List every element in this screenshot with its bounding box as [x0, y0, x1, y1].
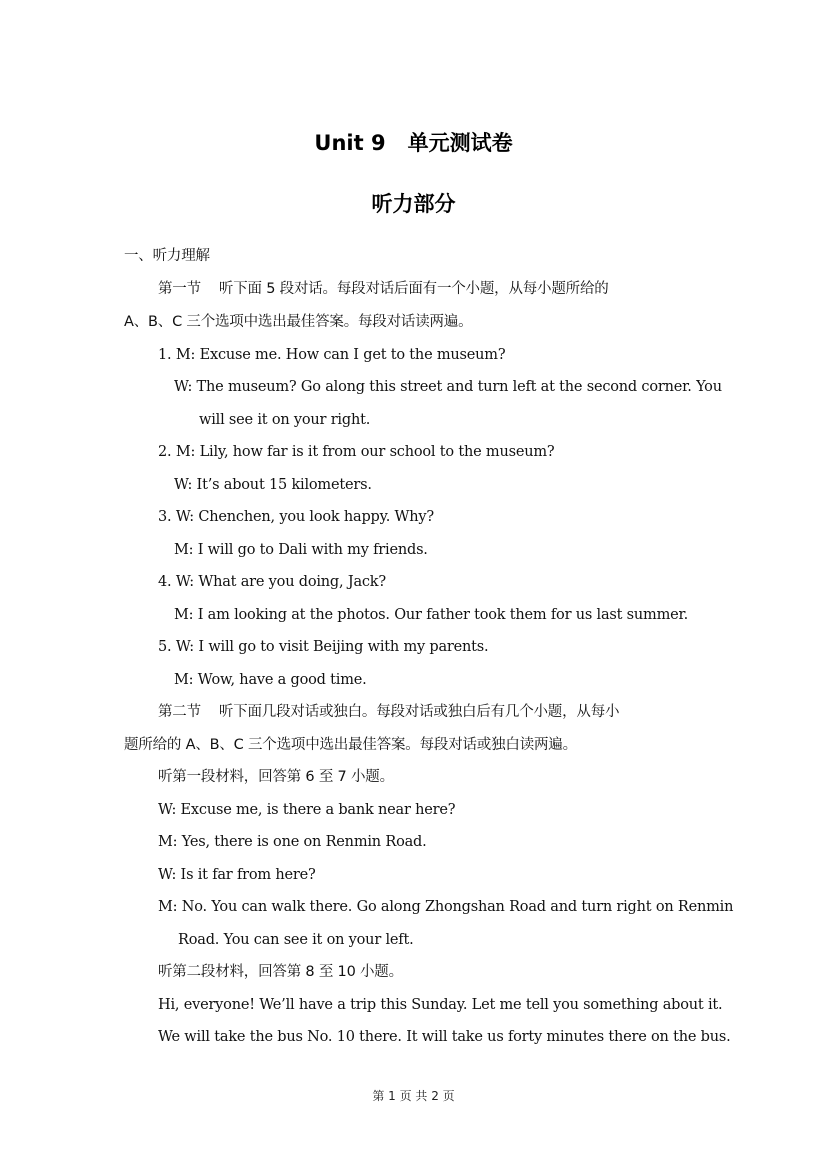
dialogue-line: M: I am looking at the photos. Our father took them for us last summer.: [174, 607, 689, 623]
page-footer: 第 1 页 共 2 页: [372, 1089, 455, 1103]
part1-label: 第一节: [158, 281, 201, 297]
dialogue-line: 1. M: Excuse me. How can I get to the museum?: [158, 347, 506, 363]
section-heading: 一、听力理解: [124, 248, 210, 264]
part2-instruction-line2: 题所给的 A、B、C 三个选项中选出最佳答案。每段对话或独白读两遍。: [124, 737, 577, 753]
material-line: We will take the bus No. 10 there. It will take us forty minutes there on the bus.: [158, 1029, 731, 1045]
material-line: W: Excuse me, is there a bank near here?: [158, 802, 456, 818]
part1-instruction: [158, 279, 609, 299]
material-line: Road. You can see it on your left.: [178, 932, 414, 948]
dialogue-line: M: I will go to Dali with my friends.: [174, 542, 428, 558]
dialogue-line: will see it on your right.: [199, 412, 371, 428]
part2-instruction-line1: 听下面几段对话或独白。每段对话或独白后有几个小题，从每小: [218, 704, 620, 720]
dialogue-line: 5. W: I will go to visit Beijing with my parents.: [158, 639, 489, 655]
part1-instruction-line2: A、B、C 三个选项中选出最佳答案。每段对话读两遍。: [124, 314, 473, 330]
dialogue-line: 2. M: Lily, how far is it from our school to the museum?: [158, 444, 555, 460]
page-title: [0, 127, 827, 157]
dialogue-line: M: Wow, have a good time.: [174, 672, 367, 688]
test-name: 单元测试卷: [407, 131, 513, 155]
material-line: M: No. You can walk there. Go along Zhongshan Road and turn right on Renmin: [158, 899, 734, 915]
material-line: W: Is it far from here?: [158, 867, 316, 883]
material1-heading: 听第一段材料，回答第 6 至 7 小题。: [158, 769, 394, 785]
part2-label: 第二节: [158, 704, 201, 720]
unit-label: Unit 9: [314, 131, 386, 155]
dialogue-line: 4. W: What are you doing, Jack?: [158, 574, 386, 590]
dialogue-line: W: The museum? Go along this street and turn left at the second corner. You: [174, 379, 722, 395]
dialogue-line: 3. W: Chenchen, you look happy. Why?: [158, 509, 434, 525]
section-title: 听力部分: [371, 192, 456, 216]
material2-heading: 听第二段材料，回答第 8 至 10 小题。: [158, 964, 403, 980]
part1-instruction-line1: 听下面 5 段对话。每段对话后面有一个小题，从每小题所给的: [218, 281, 609, 297]
material-line: Hi, everyone! We’ll have a trip this Sunday. Let me tell you something about it.: [158, 997, 723, 1013]
dialogue-line: W: It’s about 15 kilometers.: [174, 477, 372, 493]
material-line: M: Yes, there is one on Renmin Road.: [158, 834, 427, 850]
part2-instruction: [158, 702, 619, 722]
